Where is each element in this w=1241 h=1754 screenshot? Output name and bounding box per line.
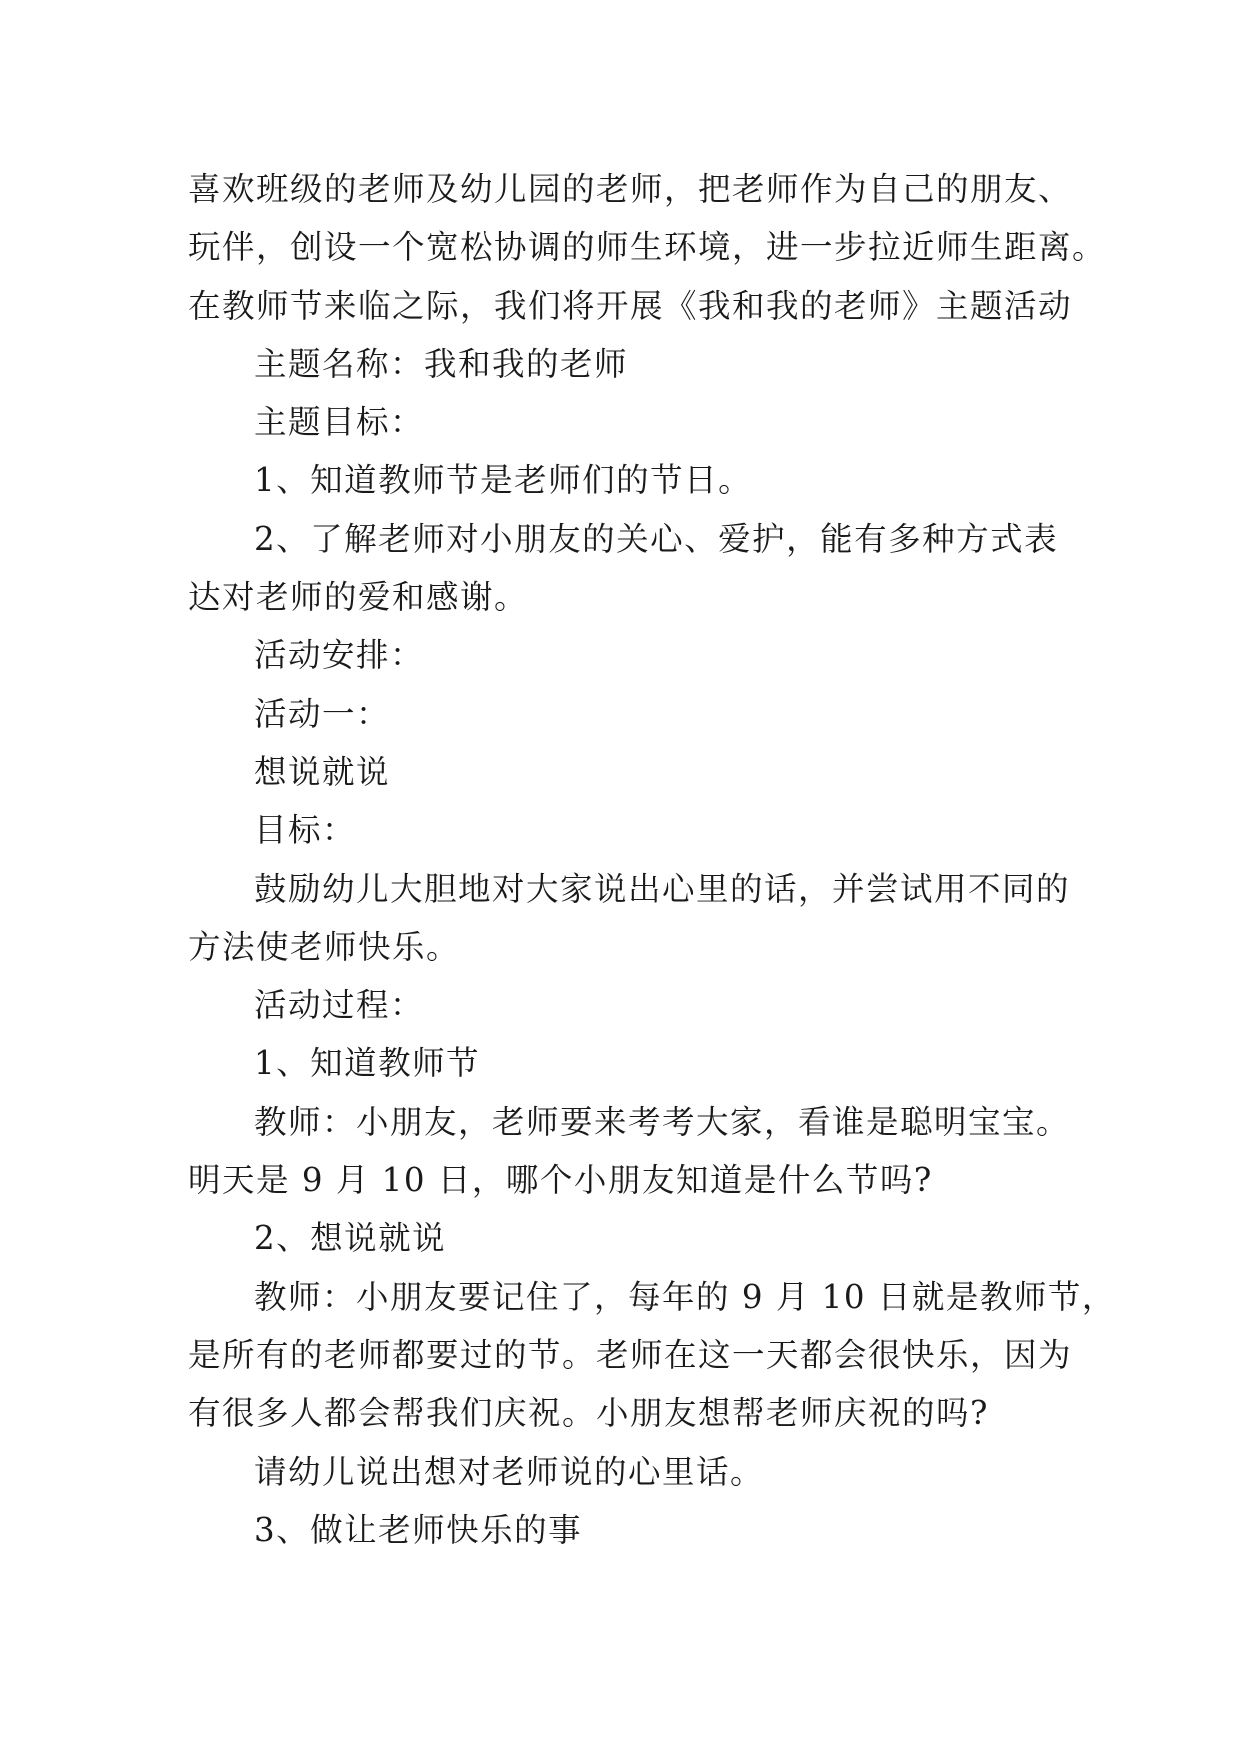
- text-line: 3、做让老师快乐的事: [254, 1510, 583, 1549]
- text-line: 有很多人都会帮我们庆祝。小朋友想帮老师庆祝的吗?: [188, 1394, 989, 1433]
- section-heading: 活动一：: [254, 694, 391, 733]
- text-line: 请幼儿说出想对老师说的心里话。: [254, 1452, 765, 1491]
- text-line: 2、了解老师对小朋友的关心、爱护，能有多种方式表: [254, 519, 1059, 558]
- section-heading: 目标：: [254, 811, 357, 850]
- text-line: 想说就说: [254, 752, 391, 791]
- text-line: 达对老师的爱和感谢。: [188, 578, 529, 617]
- text-line: 主题名称：我和我的老师: [254, 344, 629, 383]
- text-line: 教师：小朋友，老师要来考考大家，看谁是聪明宝宝。: [254, 1102, 1071, 1141]
- text-line: 鼓励幼儿大胆地对大家说出心里的话，并尝试用不同的: [254, 869, 1071, 908]
- text-line: 明天是 9 月 10 日，哪个小朋友知道是什么节吗?: [188, 1161, 933, 1200]
- text-line: 玩伴，创设一个宽松协调的师生环境，进一步拉近师生距离。: [188, 228, 1107, 267]
- text-line: 在教师节来临之际，我们将开展《我和我的老师》主题活动: [188, 286, 1073, 325]
- section-heading: 活动过程：: [254, 986, 425, 1025]
- section-heading: 主题目标：: [254, 403, 425, 442]
- text-line: 喜欢班级的老师及幼儿园的老师，把老师作为自己的朋友、: [188, 170, 1073, 208]
- section-heading: 活动安排：: [254, 636, 425, 675]
- text-line: 2、想说就说: [254, 1219, 447, 1258]
- text-line: 1、知道教师节: [254, 1044, 481, 1083]
- text-line: 方法使老师快乐。: [188, 927, 461, 966]
- text-line: 教师：小朋友要记住了，每年的 9 月 10 日就是教师节，: [254, 1277, 1116, 1316]
- text-line: 是所有的老师都要过的节。老师在这一天都会很快乐，因为: [188, 1335, 1073, 1374]
- text-line: 1、知道教师节是老师们的节日。: [254, 461, 753, 500]
- document-page: [188, 160, 1116, 1559]
